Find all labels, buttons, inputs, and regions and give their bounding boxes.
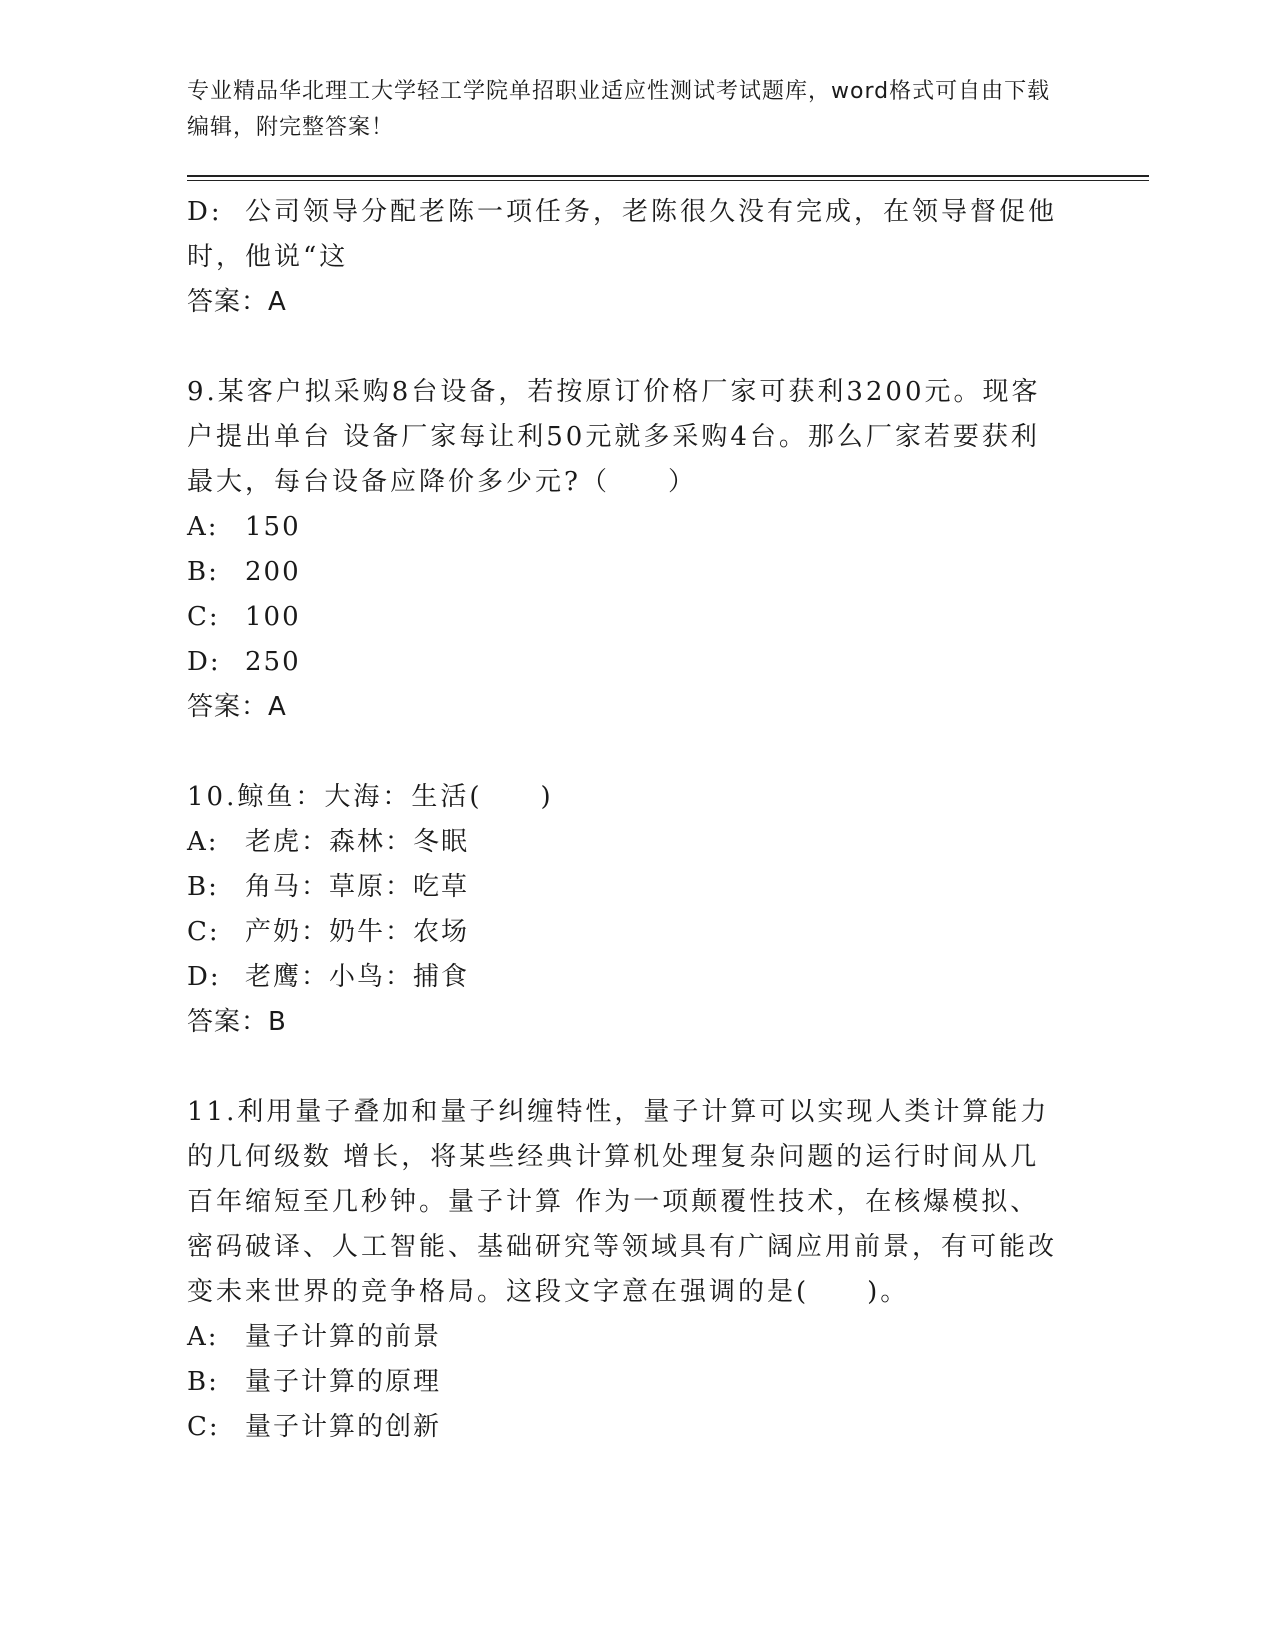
option-text: 量子计算的原理	[245, 1367, 442, 1397]
option-text: 老鹰：小鸟：捕食	[245, 962, 470, 992]
question-10	[187, 775, 1067, 1045]
option-key: D:	[187, 197, 223, 227]
option-key: A:	[187, 512, 219, 542]
option-text: 150	[245, 512, 301, 542]
option-c	[187, 1405, 1067, 1450]
option-b	[187, 1360, 1067, 1405]
option-d	[187, 640, 1067, 685]
option-d	[187, 955, 1067, 1000]
question-9	[187, 370, 1067, 730]
question-stem: 11.利用量子叠加和量子纠缠特性，量子计算可以实现人类计算能力的几何级数 增长，将某些经典计算机处理复杂问题的运行时间从几百年缩短至几秒钟。量子计算 作为一项颠覆性技术，在核爆模拟、密码破译、人工智能、基础研究等领域具有广阔应用前景，有可能改变未来世界的竞争格局。这段文字意在强调的是( )。	[187, 1097, 1058, 1307]
option-a	[187, 505, 1067, 550]
option-key: C:	[187, 602, 220, 632]
option-b	[187, 550, 1067, 595]
option-key: C:	[187, 1412, 220, 1442]
answer: 答案：B	[187, 1007, 287, 1037]
question-stem: 10.鲸鱼：大海：生活( )	[187, 782, 554, 812]
question-11	[187, 1090, 1067, 1450]
option-text: 量子计算的前景	[245, 1322, 442, 1352]
option-b	[187, 865, 1067, 910]
option-text: 产奶：奶牛：农场	[245, 917, 470, 947]
option-key: A:	[187, 827, 219, 857]
option-key: B:	[187, 1367, 219, 1397]
option-key: D:	[187, 647, 221, 677]
option-c	[187, 910, 1067, 955]
option-text: 公司领导分配老陈一项任务，老陈很久没有完成，在领导督促他时，他说“这	[187, 197, 1058, 272]
option-d-fragment	[187, 190, 1067, 280]
question-stem: 9.某客户拟采购8台设备，若按原订价格厂家可获利3200元。现客户提出单台 设备厂家每让利50元就多采购4台。那么厂家若要获利最大，每台设备应降价多少元?（ ）	[187, 377, 1041, 497]
option-text: 200	[245, 557, 301, 587]
option-key: D:	[187, 962, 221, 992]
option-key: B:	[187, 872, 219, 902]
option-c	[187, 595, 1067, 640]
answer-fragment: 答案：A	[187, 287, 287, 317]
answer: 答案：A	[187, 692, 287, 722]
option-text: 老虎：森林：冬眠	[245, 827, 470, 857]
document-header: 专业精品华北理工大学轻工学院单招职业适应性测试考试题库，word格式可自由下载编辑，附完整答案！	[187, 79, 1051, 140]
option-text: 角马：草原：吃草	[245, 872, 470, 902]
header-rule-thick	[187, 175, 1149, 177]
option-key: C:	[187, 917, 220, 947]
option-text: 250	[245, 647, 301, 677]
option-a	[187, 1315, 1067, 1360]
option-text: 100	[245, 602, 301, 632]
header-rule-thin	[187, 180, 1149, 181]
option-a	[187, 820, 1067, 865]
option-key: A:	[187, 1322, 219, 1352]
option-text: 量子计算的创新	[245, 1412, 442, 1442]
option-key: B:	[187, 557, 219, 587]
question-content	[187, 190, 1067, 1450]
